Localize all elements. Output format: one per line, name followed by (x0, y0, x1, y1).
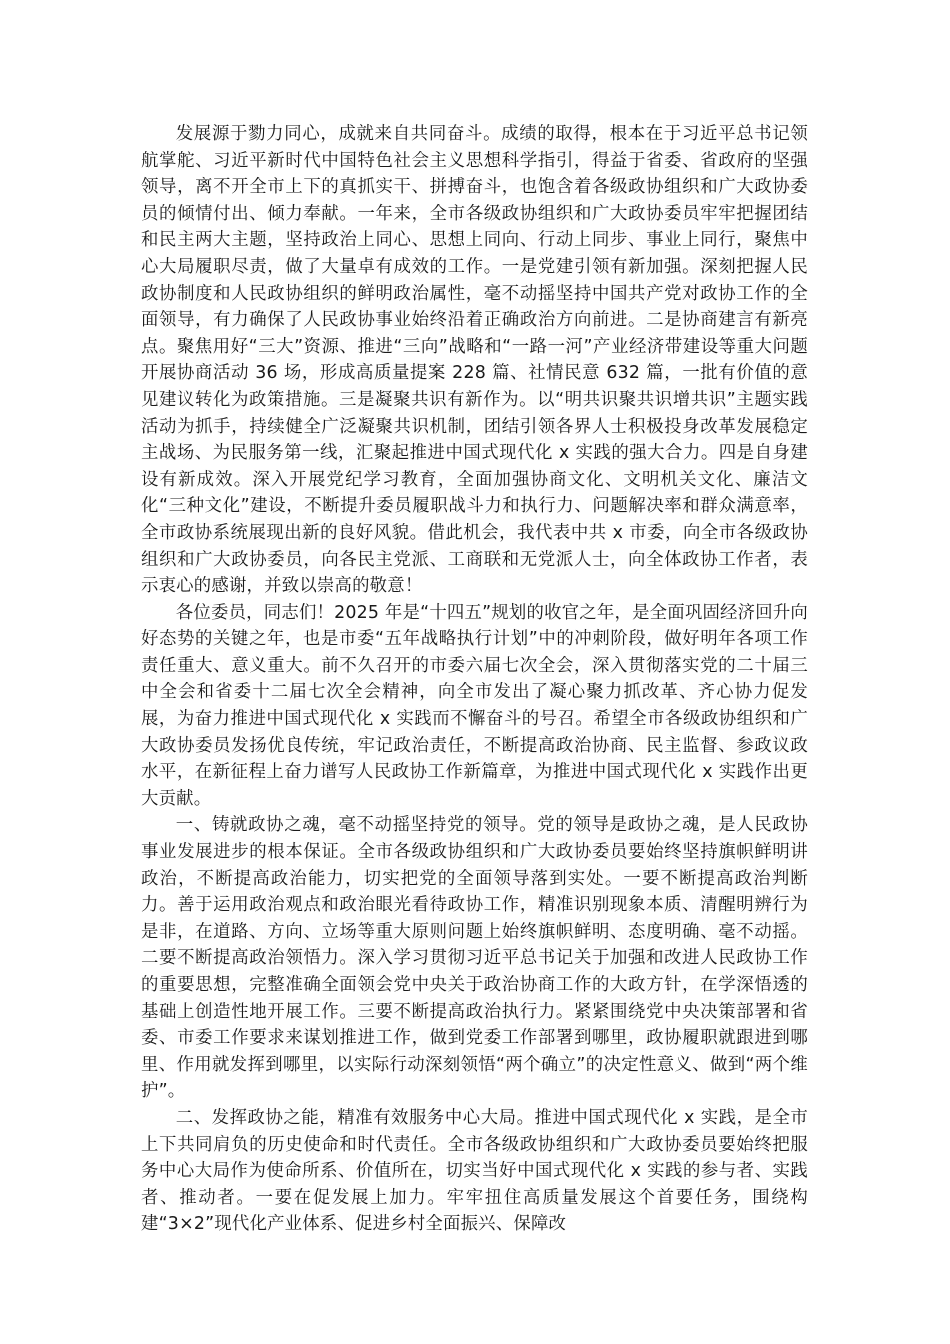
document-page (141, 121, 808, 1238)
paragraph-section-1-party-leadership: 一、铸就政协之魂，毫不动摇坚持党的领导。党的领导是政协之魂，是人民政协事业发展进步的根本保证。全市各级政协组织和广大政协委员要始终坚持旗帜鲜明讲政治，不断提高政治能力，切实把党的全面领导落到实处。一要不断提高政治判断力。善于运用政治观点和政治眼光看待政协工作，精准识别现象本质、清醒明辨行为是非，在道路、方向、立场等重大原则问题上始终旗帜鲜明、态度明确、毫不动摇。二要不断提高政治领悟力。深入学习贯彻习近平总书记关于加强和改进人民政协工作的重要思想，完整准确全面领会党中央关于政治协商工作的大政方针，在学深悟透的基础上创造性地开展工作。三要不断提高政治执行力。紧紧围绕党中央决策部署和省委、市委工作要求来谋划推进工作，做到党委工作部署到哪里，政协履职就跟进到哪里、作用就发挥到哪里，以实际行动深刻领悟“两个确立”的决定性意义、做到“两个维护”。 (141, 815, 808, 1102)
paragraph-achievements: 发展源于勠力同心，成就来自共同奋斗。成绩的取得，根本在于习近平总书记领航掌舵、习近平新时代中国特色社会主义思想科学指引，得益于省委、省政府的坚强领导，离不开全市上下的真抓实干、拼搏奋斗，也饱含着各级政协组织和广大政协委员的倾情付出、倾力奉献。一年来，全市各级政协组织和广大政协委员牢牢把握团结和民主两大主题，坚持政治上同心、思想上同向、行动上同步、事业上同行，聚焦中心大局履职尽责，做了大量卓有成效的工作。一是党建引领有新加强。深刻把握人民政协制度和人民政协组织的鲜明政治属性，毫不动摇坚持中国共产党对政协工作的全面领导，有力确保了人民政协事业始终沿着正确政治方向前进。二是协商建言有新亮点。聚焦用好“三大”资源、推进“三向”战略和“一路一河”产业经济带建设等重大问题开展协商活动 36 场，形成高质量提案 228 篇、社情民意 632 篇，一批有价值的意见建议转化为政策措施。三是凝聚共识有新作为。以“明共识聚共识增共识”主题实践活动为抓手，持续健全广泛凝聚共识机制，团结引领各界人士积极投身改革发展稳定主战场、为民服务第一线，汇聚起推进中国式现代化 x 实践的强大合力。四是自身建设有新成效。深入开展党纪学习教育，全面加强协商文化、文明机关文化、廉洁文化“三种文化”建设，不断提升委员履职战斗力和执行力、问题解决率和群众满意率，全市政协系统展现出新的良好风貌。借此机会，我代表中共 x 市委，向全市各级政协组织和广大政协委员，向各民主党派、工商联和无党派人士，向全体政协工作者，表示衷心的感谢，并致以崇高的敬意！ (141, 124, 808, 597)
paragraph-2025-outlook: 各位委员，同志们！2025 年是“十四五”规划的收官之年，是全面巩固经济回升向好态势的关键之年，也是市委“五年战略执行计划”中的冲刺阶段，做好明年各项工作责任重大、意义重大。前不久召开的市委六届七次全会，深入贯彻落实党的二十届三中全会和省委十二届七次全会精神，向全市发出了凝心聚力抓改革、齐心协力促发展，为奋力推进中国式现代化 x 实践而不懈奋斗的号召。希望全市各级政协组织和广大政协委员发扬优良传统，牢记政治责任，不断提高政治协商、民主监督、参政议政水平，在新征程上奋力谱写人民政协工作新篇章，为推进中国式现代化 x 实践作出更大贡献。 (141, 602, 808, 809)
paragraph-section-2-serve-central-work: 二、发挥政协之能，精准有效服务中心大局。推进中国式现代化 x 实践，是全市上下共同肩负的历史使命和时代责任。全市各级政协组织和广大政协委员要始终把服务中心大局作为使命所系、价值所在，切实当好中国式现代化 x 实践的参与者、实践者、推动者。一要在促发展上加力。牢牢扭住高质量发展这个首要任务，围绕构建“3×2”现代化产业体系、促进乡村全面振兴、保障改 (141, 1107, 808, 1235)
